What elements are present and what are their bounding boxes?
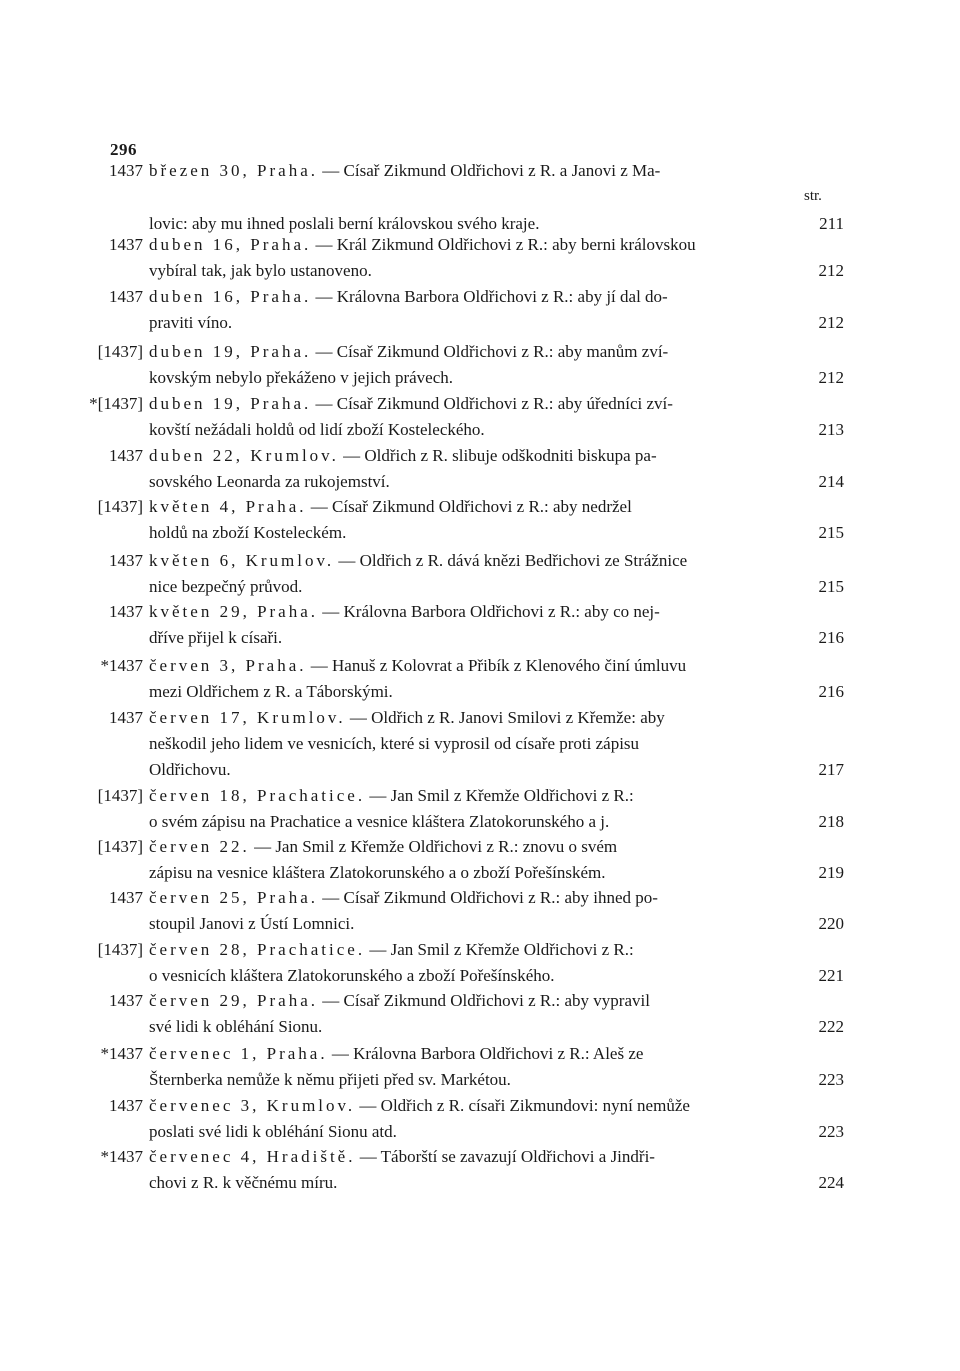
entry-heading: červen 28, Prachatice. — [149, 940, 366, 959]
entry-text-continued: stoupil Janovi z Ústí Lomnici. — [149, 914, 355, 933]
entry-date: [1437] — [97, 342, 143, 361]
entry-text-continued: poslati své lidi k obléhání Sionu atd. — [149, 1122, 397, 1141]
entry-page: 214 — [818, 472, 844, 491]
entry-heading: květen 6, Krumlov. — [149, 551, 335, 570]
entry-heading: květen 29, Praha. — [149, 602, 319, 621]
entry-heading: červen 22. — [149, 837, 250, 856]
entry-text-continued: zápisu na vesnice kláštera Zlatokorunského a o zboží Pořešínském. — [149, 863, 606, 882]
entry-text-continued: praviti víno. — [149, 313, 233, 332]
entry-date: 1437 — [109, 888, 143, 907]
entry-text: — Královna Barbora Oldřichovi z R.: Aleš ze — [331, 1044, 644, 1063]
entry-text-continued: kovští nežádali holdů od lidí zboží Kosteleckého. — [149, 420, 485, 439]
entry-text-continued: o vesnicích kláštera Zlatokorunského a zboží Pořešínského. — [149, 966, 555, 985]
entry-text: — Císař Zikmund Oldřichovi z R.: aby manům zví- — [315, 342, 669, 361]
entry-date: [1437] — [97, 786, 143, 805]
entry-text-continued: mezi Oldřichem z R. a Táborskými. — [149, 682, 393, 701]
entry-text: — Oldřich z R. dává knězi Bedřichovi ze Strážnice — [338, 551, 688, 570]
entry-page: 213 — [818, 420, 844, 439]
entry-date: 1437 — [109, 708, 143, 727]
entry-text-continued: chovi z R. k věčnému míru. — [149, 1173, 338, 1192]
entry-text-continued: sovského Leonarda za rukojemství. — [149, 472, 390, 491]
entry-page: 219 — [818, 863, 844, 882]
entry-page: 218 — [818, 812, 844, 831]
entry-text-continued: lovic: aby mu ihned poslali berní královskou svého kraje. — [149, 214, 540, 233]
entry-page: 215 — [818, 523, 844, 542]
entry-page: 223 — [818, 1070, 844, 1089]
entry-page: 221 — [818, 966, 844, 985]
entry-page: 222 — [818, 1017, 844, 1036]
entry-page: 211 — [819, 214, 844, 233]
entry-page: 212 — [818, 313, 844, 332]
entry-text-continued: o svém zápisu na Prachatice a vesnice kláštera Zlatokorunského a j. — [149, 812, 610, 831]
entry-date: 1437 — [109, 602, 143, 621]
entry-page: 217 — [818, 760, 844, 779]
entry-heading: březen 30, Praha. — [149, 161, 319, 180]
entry-text: — Oldřich z R. slibuje odškodniti biskupa pa- — [343, 446, 657, 465]
entry-heading: červen 17, Krumlov. — [149, 708, 346, 727]
entry-text-continued: Šternberka nemůže k němu přijeti před sv. Markétou. — [149, 1070, 511, 1089]
entry-date: 1437 — [109, 161, 143, 180]
entry-date: 1437 — [109, 991, 143, 1010]
entry-date: *[1437] — [89, 394, 143, 413]
entry-page: 212 — [818, 368, 844, 387]
entry-text-continued: kovským nebylo překáženo v jejich právech. — [149, 368, 454, 387]
entry-text: — Císař Zikmund Oldřichovi z R.: aby ihned po- — [322, 888, 658, 907]
entry-date: [1437] — [97, 837, 143, 856]
page-column-label: str. — [804, 188, 822, 204]
entry-text-continued: dříve přijel k císaři. — [149, 628, 283, 647]
entry-date: [1437] — [97, 497, 143, 516]
entry-date: 1437 — [109, 235, 143, 254]
entry-text: — Královna Barbora Oldřichovi z R.: aby co nej- — [322, 602, 660, 621]
entry-text-continued: vybíral tak, jak bylo ustanoveno. — [149, 261, 372, 280]
entry-text: — Císař Zikmund Oldřichovi z R. a Janovi z Ma- — [322, 161, 661, 180]
entry-heading: duben 22, Krumlov. — [149, 446, 339, 465]
entry-heading: červenec 1, Praha. — [149, 1044, 328, 1063]
entry-text: — Táborští se zavazují Oldřichovi a Jindři- — [359, 1147, 655, 1166]
entry-text: — Oldřich z R. Janovi Smilovi z Křemže: aby — [349, 708, 665, 727]
entry-page: 212 — [818, 261, 844, 280]
entry-text-continued: své lidi k obléhání Sionu. — [149, 1017, 323, 1036]
entry-heading: červenec 3, Krumlov. — [149, 1096, 356, 1115]
entry-page: 220 — [818, 914, 844, 933]
entry-heading: červen 29, Praha. — [149, 991, 319, 1010]
entry-heading: duben 16, Praha. — [149, 287, 312, 306]
entry-page: 216 — [818, 628, 844, 647]
entry-page: 224 — [818, 1173, 844, 1192]
entry-text: — Oldřich z R. císaři Zikmundovi: nyní nemůže — [359, 1096, 690, 1115]
entry-heading: červen 25, Praha. — [149, 888, 319, 907]
entry-heading: duben 19, Praha. — [149, 342, 312, 361]
entry-date: 1437 — [109, 551, 143, 570]
entry-page: 215 — [818, 577, 844, 596]
entry-text: — Jan Smil z Křemže Oldřichovi z R.: — [369, 940, 634, 959]
entry-page: 223 — [818, 1122, 844, 1141]
page-number: 296 — [110, 140, 137, 159]
entry-text: — Císař Zikmund Oldřichovi z R.: aby nedržel — [310, 497, 632, 516]
entry-heading: duben 19, Praha. — [149, 394, 312, 413]
entry-text: — Jan Smil z Křemže Oldřichovi z R.: — [369, 786, 634, 805]
entry-heading: květen 4, Praha. — [149, 497, 307, 516]
entry-text-continued: neškodil jeho lidem ve vesnicích, které si vyprosil od císaře proti zápisu — [149, 734, 640, 753]
entry-page: 216 — [818, 682, 844, 701]
entry-text-continued: Oldřichovu. — [149, 760, 231, 779]
entry-date: *1437 — [100, 656, 143, 675]
entry-heading: červen 3, Praha. — [149, 656, 307, 675]
entry-text: — Královna Barbora Oldřichovi z R.: aby jí dal do- — [315, 287, 668, 306]
entry-heading: červenec 4, Hradiště. — [149, 1147, 356, 1166]
entry-date: 1437 — [109, 1096, 143, 1115]
entry-heading: červen 18, Prachatice. — [149, 786, 366, 805]
entry-text: — Král Zikmund Oldřichovi z R.: aby berni královskou — [315, 235, 696, 254]
entry-text: — Císař Zikmund Oldřichovi z R.: aby vypravil — [322, 991, 650, 1010]
entry-date: *1437 — [100, 1147, 143, 1166]
entry-text: — Hanuš z Kolovrat a Přibík z Klenového činí úmluvu — [310, 656, 687, 675]
entry-heading: duben 16, Praha. — [149, 235, 312, 254]
entry-date: 1437 — [109, 287, 143, 306]
entry-date: *1437 — [100, 1044, 143, 1063]
entry-text: — Jan Smil z Křemže Oldřichovi z R.: znovu o svém — [254, 837, 618, 856]
entry-text: — Císař Zikmund Oldřichovi z R.: aby úředníci zví- — [315, 394, 673, 413]
entry-text-continued: holdů na zboží Kosteleckém. — [149, 523, 347, 542]
entry-date: [1437] — [97, 940, 143, 959]
entry-date: 1437 — [109, 446, 143, 465]
entry-text-continued: nice bezpečný průvod. — [149, 577, 303, 596]
